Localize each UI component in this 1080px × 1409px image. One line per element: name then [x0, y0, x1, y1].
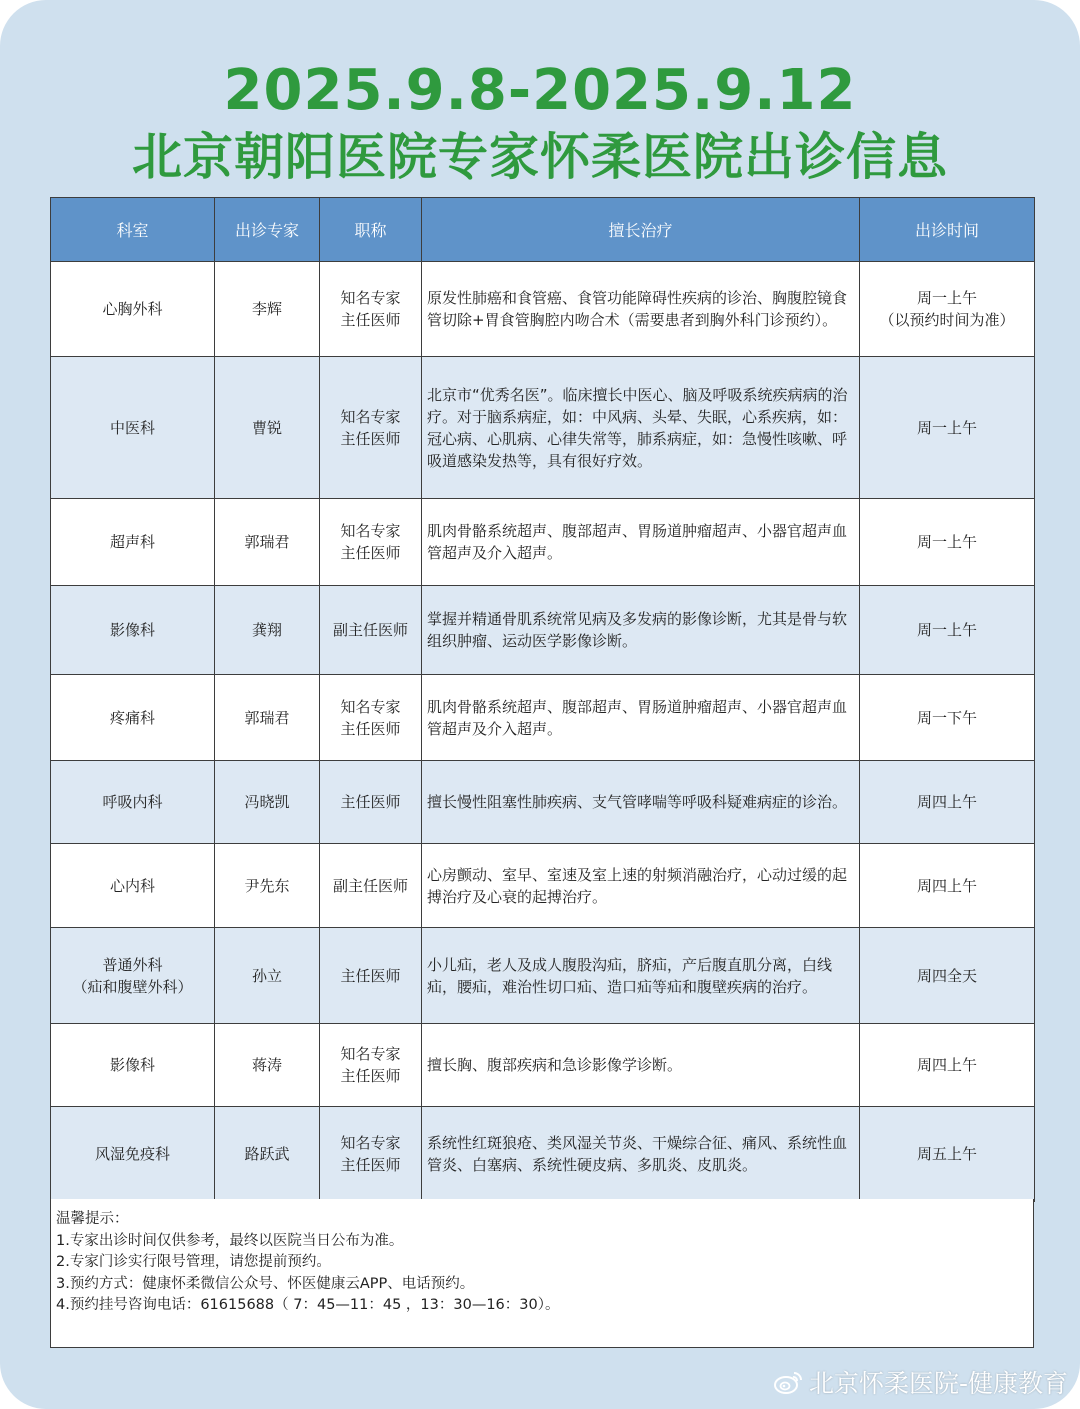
time-cell	[860, 928, 1035, 1024]
title-cell	[320, 675, 422, 761]
dept-cell	[51, 1024, 215, 1107]
table-row	[51, 1107, 1035, 1202]
tips-box	[50, 1199, 1034, 1348]
header-dept: 科室	[51, 198, 215, 262]
dept-cell	[51, 357, 215, 499]
doctor-cell: 郭瑞君	[215, 675, 320, 761]
title-line: 主任医师	[340, 966, 401, 985]
title-line: 副主任医师	[332, 621, 408, 639]
time-value: 周四上午	[916, 876, 977, 895]
doctor-cell: 冯晓凯	[215, 761, 320, 844]
page-title: 北京朝阳医院专家怀柔医院出诊信息	[132, 128, 948, 186]
time-value: 周四上午	[916, 793, 977, 811]
tip-item: 1.专家出诊时间仅供参考，最终以医院当日公布为准。	[56, 1232, 404, 1249]
time-cell	[860, 357, 1035, 499]
time-note: （以预约时间为准）	[879, 311, 1015, 329]
title-line: 知名专家	[340, 1045, 401, 1063]
doctor-cell: 孙立	[215, 928, 320, 1024]
title-line: 知名专家	[340, 522, 401, 540]
table-row	[51, 928, 1035, 1024]
dept-name: 超声科	[109, 533, 155, 551]
table-row	[51, 1024, 1035, 1107]
specialty-cell: 擅长胸、腹部疾病和急诊影像学诊断。	[422, 1024, 860, 1107]
dept-cell	[51, 586, 215, 675]
time-cell	[860, 586, 1035, 675]
title-line: 知名专家	[340, 289, 401, 307]
title-line: 主任医师	[340, 1067, 401, 1085]
header-title: 职称	[320, 198, 422, 262]
tips-title: 温馨提示：	[56, 1211, 129, 1227]
doctor-cell: 龚翔	[215, 586, 320, 675]
title-line: 副主任医师	[332, 876, 408, 895]
header-specialty: 擅长治疗	[422, 198, 860, 262]
dept-cell	[51, 1107, 215, 1202]
dept-name: 影像科	[109, 621, 155, 639]
header-doctor: 出诊专家	[215, 198, 320, 262]
specialty-cell: 系统性红斑狼疮、类风湿关节炎、干燥综合征、痛风、系统性血管炎、白塞病、系统性硬皮病、多肌炎、皮肌炎。	[422, 1107, 860, 1202]
watermark-text: 北京怀柔医院-健康教育	[808, 1369, 1068, 1398]
dept-cell	[51, 761, 215, 844]
title-line: 知名专家	[340, 697, 401, 716]
table-row	[51, 586, 1035, 675]
title-line: 主任医师	[340, 793, 401, 811]
time-cell	[860, 262, 1035, 357]
time-value: 周一下午	[916, 708, 977, 727]
weibo-icon	[773, 1369, 803, 1395]
dept-cell	[51, 499, 215, 586]
tip-item: 3.预约方式：健康怀柔微信公众号、怀医健康云APP、电话预约。	[56, 1275, 475, 1292]
title-cell	[320, 499, 422, 586]
doctor-cell: 尹先东	[215, 844, 320, 928]
time-value: 周一上午	[916, 289, 977, 307]
title-line: 知名专家	[340, 407, 401, 426]
time-cell	[860, 675, 1035, 761]
tip-item: 4.预约挂号咨询电话：61615688（ 7：45—11：45 ，13：30—16：30）。	[56, 1297, 560, 1313]
title-cell	[320, 761, 422, 844]
title-cell	[320, 844, 422, 928]
specialty-cell: 擅长慢性阻塞性肺疾病、支气管哮喘等呼吸科疑难病症的诊治。	[422, 761, 860, 844]
specialty-cell: 肌肉骨骼系统超声、腹部超声、胃肠道肿瘤超声、小器官超声血管超声及介入超声。	[422, 499, 860, 586]
dept-cell	[51, 675, 215, 761]
dept-name: 呼吸内科	[102, 793, 163, 811]
doctor-cell: 蒋涛	[215, 1024, 320, 1107]
doctor-cell: 郭瑞君	[215, 499, 320, 586]
table-row	[51, 761, 1035, 844]
doctor-cell: 曹锐	[215, 357, 320, 499]
dept-name: 风湿免疫科	[94, 1145, 170, 1163]
table-row	[51, 262, 1035, 357]
header-time: 出诊时间	[860, 198, 1035, 262]
dept-subtitle: （疝和腹壁外科）	[72, 977, 193, 996]
dept-name: 心内科	[109, 876, 155, 895]
table-row	[51, 357, 1035, 499]
specialty-cell: 原发性肺癌和食管癌、食管功能障碍性疾病的诊治、胸腹腔镜食管切除+胃食管胸腔内吻合术（需要患者到胸外科门诊预约）。	[422, 262, 860, 357]
specialty-cell: 肌肉骨骼系统超声、腹部超声、胃肠道肿瘤超声、小器官超声血管超声及介入超声。	[422, 675, 860, 761]
time-value: 周五上午	[916, 1145, 977, 1163]
doctor-cell: 李辉	[215, 262, 320, 357]
title-line: 知名专家	[340, 1134, 401, 1152]
specialty-cell: 小儿疝，老人及成人腹股沟疝，脐疝，产后腹直肌分离，白线疝，腰疝，难治性切口疝、造口疝等疝和腹壁疾病的治疗。	[422, 928, 860, 1024]
time-cell	[860, 1107, 1035, 1202]
title-cell	[320, 1024, 422, 1107]
watermark	[773, 1364, 1068, 1400]
table-row	[51, 675, 1035, 761]
time-cell	[860, 761, 1035, 844]
title-cell	[320, 357, 422, 499]
title-cell	[320, 586, 422, 675]
doctor-cell: 路跃武	[215, 1107, 320, 1202]
title-line: 主任医师	[340, 1156, 401, 1174]
specialty-cell: 北京市“优秀名医”。临床擅长中医心、脑及呼吸系统疾病病的治疗。对于脑系病症，如：中风病、头晕、失眠，心系疾病，如：冠心病、心肌病、心律失常等，肺系病症，如：急慢性咳嗽、呼吸道感染发热等，具有很好疗效。	[422, 357, 860, 499]
title-line: 主任医师	[340, 544, 401, 562]
title-line: 主任医师	[340, 311, 401, 329]
specialty-cell: 心房颤动、室早、室速及室上速的射频消融治疗，心动过缓的起搏治疗及心衰的起搏治疗。	[422, 844, 860, 928]
schedule-table	[50, 197, 1035, 1202]
time-value: 周一上午	[916, 533, 977, 551]
dept-cell	[51, 928, 215, 1024]
time-cell	[860, 844, 1035, 928]
tip-item: 2.专家门诊实行限号管理，请您提前预约。	[56, 1254, 331, 1270]
time-value: 周四上午	[916, 1056, 977, 1074]
dept-cell	[51, 262, 215, 357]
dept-cell	[51, 844, 215, 928]
title-cell	[320, 1107, 422, 1202]
title-line: 主任医师	[340, 429, 401, 448]
time-cell	[860, 1024, 1035, 1107]
dept-name: 中医科	[109, 418, 155, 437]
table-row	[51, 499, 1035, 586]
date-range-title: 2025.9.8-2025.9.12	[223, 58, 857, 123]
title-cell	[320, 928, 422, 1024]
specialty-cell: 掌握并精通骨肌系统常见病及多发病的影像诊断，尤其是骨与软组织肿瘤、运动医学影像诊断。	[422, 586, 860, 675]
table-row	[51, 844, 1035, 928]
title-line: 主任医师	[340, 719, 401, 738]
time-value: 周一上午	[916, 418, 977, 437]
table-header-row	[51, 198, 1035, 262]
dept-name: 心胸外科	[102, 300, 163, 318]
dept-name: 普通外科	[102, 955, 163, 974]
time-cell	[860, 499, 1035, 586]
time-value: 周四全天	[916, 966, 977, 985]
dept-name: 疼痛科	[109, 708, 155, 727]
dept-name: 影像科	[109, 1056, 155, 1074]
time-value: 周一上午	[916, 621, 977, 639]
title-cell	[320, 262, 422, 357]
